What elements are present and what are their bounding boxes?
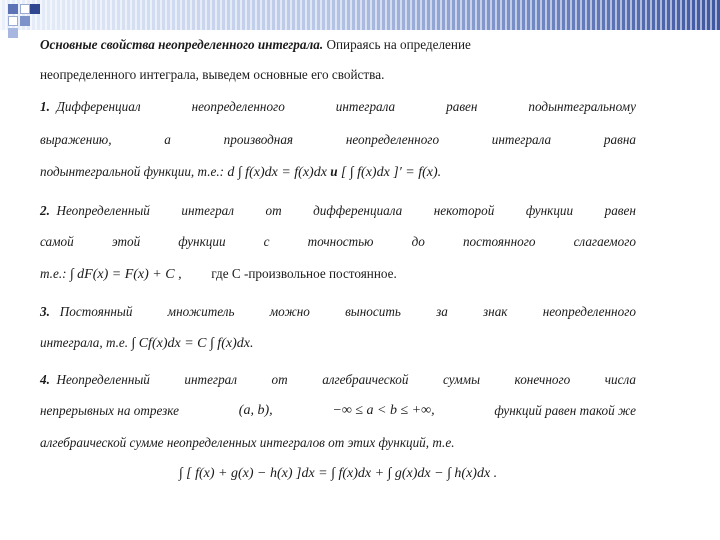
word: этой xyxy=(111,234,141,249)
word: неопределенного xyxy=(191,99,285,114)
property-1-text: подынтегральной функции, т.е.: xyxy=(40,164,225,179)
property-2-number: 2. xyxy=(40,203,50,218)
word: а xyxy=(164,132,171,147)
word: выражению, xyxy=(40,132,112,147)
property-4-formula-line xyxy=(40,464,636,483)
word: интеграла xyxy=(491,132,552,147)
property-1-formula-b: [ ∫ f(x)dx ]′ = f(x). xyxy=(340,165,442,180)
property-1-connector: и xyxy=(330,164,338,179)
property-1-line-2 xyxy=(40,131,636,149)
property-4-interval: (a, b), xyxy=(238,403,273,418)
word: выносить xyxy=(345,304,401,319)
property-4-text-start: непрерывных на отрезке xyxy=(40,403,179,418)
word: Неопределенный xyxy=(56,203,150,218)
word: дифференциала xyxy=(313,203,403,218)
word: от xyxy=(271,372,288,387)
property-1-line-3 xyxy=(40,163,636,182)
word: за xyxy=(436,304,448,319)
word: точностью xyxy=(307,234,374,249)
title-intro-2: неопределенного интеграла, выведем основные его свойства. xyxy=(40,67,385,82)
title-line-2 xyxy=(40,66,636,84)
word: равен xyxy=(604,203,636,218)
property-2-line-1 xyxy=(40,202,636,220)
word: некоторой xyxy=(433,203,495,218)
property-4-text-end: функций равен такой же xyxy=(494,403,636,418)
word: равна xyxy=(603,132,636,147)
property-4-condition: −∞ ≤ a < b ≤ +∞, xyxy=(332,403,435,418)
title-intro-1: Опираясь на определение xyxy=(326,37,471,52)
property-2-line-3 xyxy=(40,265,636,284)
property-3-prefix: интеграла, т.е. xyxy=(40,335,129,350)
word: постоянного xyxy=(462,234,536,249)
word: алгебраической xyxy=(322,372,409,387)
document-body xyxy=(40,34,636,530)
word: интеграл xyxy=(184,372,238,387)
word: от xyxy=(265,203,282,218)
word: знак xyxy=(483,304,508,319)
header-stripes xyxy=(0,0,720,30)
property-2-prefix: т.е.: xyxy=(40,266,67,281)
property-1-number: 1. xyxy=(40,99,50,114)
property-4-formula: ∫ [ f(x) + g(x) − h(x) ]dx = ∫ f(x)dx + ∫ g(x)dx − ∫ h(x)dx . xyxy=(178,466,498,481)
title-line xyxy=(40,36,636,54)
word: подынтегральному xyxy=(528,99,636,114)
property-2-formula: ∫ dF(x) = F(x) + C , xyxy=(69,267,182,282)
word: с xyxy=(263,234,270,249)
word: Постоянный xyxy=(59,304,133,319)
property-4-line-2 xyxy=(40,402,636,420)
word: до xyxy=(411,234,425,249)
word: функции xyxy=(525,203,574,218)
property-2-line-2 xyxy=(40,233,636,251)
property-4-line-3 xyxy=(40,434,636,452)
word: самой xyxy=(40,234,74,249)
title-heading: Основные свойства неопределенного интеграла. xyxy=(40,37,324,52)
word: слагаемого xyxy=(573,234,636,249)
word: можно xyxy=(269,304,310,319)
property-2-note: где C -произвольное постоянное. xyxy=(211,266,397,281)
property-4-line-1 xyxy=(40,371,636,389)
word: неопределенного xyxy=(542,304,636,319)
property-3-formula: ∫ Cf(x)dx = C ∫ f(x)dx. xyxy=(131,336,254,351)
property-3-number: 3. xyxy=(40,304,50,319)
word: функции xyxy=(178,234,226,249)
word: производная xyxy=(223,132,294,147)
word: неопределенного xyxy=(345,132,440,147)
word: интеграла xyxy=(335,99,396,114)
property-1-formula-a: d ∫ f(x)dx = f(x)dx xyxy=(227,165,327,180)
word: Дифференциал xyxy=(56,99,141,114)
property-4-number: 4. xyxy=(40,372,50,387)
property-1-line-1 xyxy=(40,98,636,116)
word: Неопределенный xyxy=(56,372,150,387)
word: равен xyxy=(446,99,478,114)
property-3-line-2 xyxy=(40,334,636,353)
word: числа xyxy=(604,372,636,387)
word: суммы xyxy=(442,372,481,387)
corner-squares-decoration xyxy=(0,0,44,44)
property-4-text: алгебраической сумме неопределенных интегралов от этих функций, т.е. xyxy=(40,435,455,450)
word: множитель xyxy=(167,304,235,319)
header-band xyxy=(0,0,720,30)
property-3-line-1 xyxy=(40,303,636,321)
word: конечного xyxy=(514,372,571,387)
word: интеграл xyxy=(181,203,235,218)
